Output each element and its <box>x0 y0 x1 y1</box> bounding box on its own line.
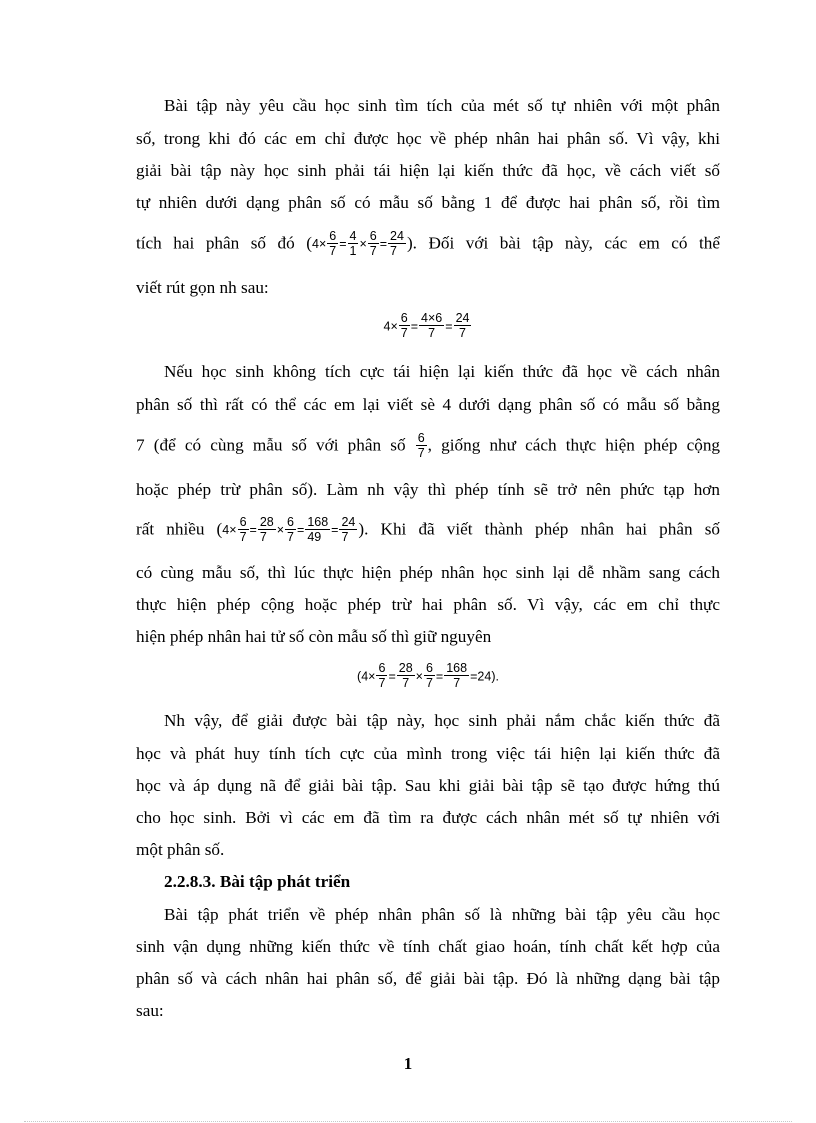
fraction <box>339 515 357 544</box>
math-operator: × <box>390 319 398 334</box>
math-operator: = <box>435 669 444 684</box>
denominator: 7 <box>259 530 267 544</box>
page-number: 1 <box>403 1054 413 1073</box>
numerator: 24 <box>341 515 356 529</box>
inline-equation-1 <box>311 229 407 258</box>
numerator: 6 <box>378 661 386 675</box>
line-text: ). Khi đã viết thành phép nhân hai phân số <box>358 519 720 539</box>
denominator: 7 <box>428 326 436 340</box>
numerator: 168 <box>307 515 329 529</box>
math-operator: = <box>410 319 419 334</box>
line-text: 7 (để có cùng mẫu số với phân số <box>136 435 406 455</box>
fraction <box>348 229 359 258</box>
denominator: 7 <box>329 244 337 258</box>
math-operator: = <box>445 319 453 334</box>
math-operator: × <box>276 523 285 538</box>
paragraph-2-line-1: Nếu học sinh không tích cực tái hiện lại kiến thức đã học về cách nhân <box>164 362 720 381</box>
denominator: 7 <box>378 676 386 690</box>
math-number: 4 <box>311 237 319 252</box>
fraction <box>397 661 415 690</box>
line-text: rất nhiều ( <box>136 519 223 539</box>
numerator: 6 <box>239 515 247 529</box>
math-operator: × <box>359 237 367 252</box>
paragraph-2-line-8: hiện phép nhân hai tử số còn mẫu số thì giữ nguyên <box>136 627 492 646</box>
paragraph-3-line-1: Nh vậy, để giải được bài tập này, học sinh phải nắm chắc kiến thức đã <box>164 711 720 730</box>
fraction <box>419 311 444 340</box>
math-number: 4 <box>361 669 369 684</box>
math-number: 24 <box>477 669 492 684</box>
numerator: 6 <box>425 661 433 675</box>
paragraph-3-line-2: học và phát huy tính tích cực của mình trong việc tái hiện lại kiến thức đã <box>136 744 720 763</box>
page-bottom-border <box>24 1121 792 1122</box>
denominator: 7 <box>287 530 294 544</box>
paragraph-1-line-5 <box>136 230 720 259</box>
denominator: 7 <box>400 326 408 340</box>
math-paren: ). <box>491 669 499 684</box>
paragraph-2-line-7: thực hiện phép cộng hoặc phép trừ hai phân số. Vì vậy, các em chỉ thực <box>136 595 720 614</box>
denominator: 7 <box>459 326 466 340</box>
numerator: 6 <box>287 515 294 529</box>
paragraph-1-line-6: viết rút gọn nh sau: <box>136 278 269 297</box>
paragraph-2-line-4: hoặc phép trừ phân số). Làm nh vậy thì phép tính sẽ trở nên phức tạp hơn <box>136 480 720 499</box>
line-text: tích hai phân số đó ( <box>136 233 312 253</box>
math-operator: = <box>388 669 396 684</box>
fraction-6-7 <box>416 431 427 460</box>
numerator: 6 <box>369 229 377 243</box>
numerator: 24 <box>455 311 470 325</box>
fraction <box>368 229 379 258</box>
paragraph-2-line-5 <box>136 516 720 545</box>
paragraph-1-line-2: số, trong khi đó các em chỉ được học về phép nhân hai phân số. Vì vậy, khi <box>136 129 720 148</box>
paragraph-2-line-3 <box>136 432 720 461</box>
math-operator: = <box>379 237 388 252</box>
math-paren: ( <box>357 669 362 684</box>
fraction <box>327 229 338 258</box>
paragraph-2-line-6: có cùng mẫu số, thì lúc thực hiện phép nhân học sinh lại dễ nhầm sang cách <box>136 563 720 582</box>
numerator: 168 <box>446 661 468 675</box>
math-operator: = <box>249 523 257 538</box>
fraction <box>238 515 249 544</box>
denominator: 7 <box>239 530 247 544</box>
fraction <box>376 661 387 690</box>
denominator: 1 <box>349 244 357 258</box>
math-number: 4 <box>383 319 391 334</box>
denominator: 7 <box>453 676 461 690</box>
math-operator: = <box>339 237 347 252</box>
paragraph-2-line-2: phân số thì rất có thể các em lại viết sè 4 dưới dạng phân số có mẫu số bằng <box>136 395 720 414</box>
denominator: 7 <box>425 676 433 690</box>
numerator: 28 <box>398 661 413 675</box>
math-operator: = <box>297 523 305 538</box>
math-operator: × <box>415 669 423 684</box>
section-heading: 2.2.8.3. Bài tập phát triển <box>164 872 351 891</box>
paragraph-3-line-3: học và áp dụng nã để giải bài tập. Sau khi giải bài tập sẽ tạo được hứng thú <box>136 776 720 795</box>
fraction <box>399 311 410 340</box>
numerator: 6 <box>329 229 337 243</box>
numerator: 4 <box>349 229 357 243</box>
display-equation-4 <box>136 662 720 691</box>
math-operator: = <box>331 523 339 538</box>
paragraph-4-line-3: phân số và cách nhân hai phân số, để giải bài tập. Đó là những dạng bài tập <box>136 969 720 988</box>
math-operator: = <box>470 669 478 684</box>
fraction <box>444 661 469 690</box>
math-operator: × <box>229 523 237 538</box>
paragraph-3-line-5: một phân số. <box>136 840 225 859</box>
paragraph-4-line-4: sau: <box>136 1001 164 1020</box>
denominator: 49 <box>307 530 322 544</box>
math-operator: × <box>368 669 376 684</box>
fraction <box>285 515 296 544</box>
numerator: 4×6 <box>421 311 443 325</box>
fraction <box>454 311 472 340</box>
denominator: 7 <box>417 446 425 460</box>
denominator: 7 <box>402 676 410 690</box>
display-equation-2 <box>136 312 720 341</box>
paragraph-4-line-1: Bài tập phát triển về phép nhân phân số là những bài tập yêu cầu học <box>164 905 720 924</box>
denominator: 7 <box>341 530 349 544</box>
fraction <box>424 661 435 690</box>
numerator: 6 <box>417 431 425 445</box>
paragraph-1-line-1: Bài tập này yêu cầu học sinh tìm tích của mét số tự nhiên với một phân <box>164 96 720 115</box>
math-operator: × <box>318 237 327 252</box>
paragraph-1-line-3: giải bài tập này học sinh phải tái hiện lại kiến thức đã học, về cách viết số <box>136 161 720 180</box>
math-number: 4 <box>222 523 230 538</box>
inline-equation-3 <box>222 515 358 544</box>
numerator: 24 <box>390 229 404 243</box>
numerator: 28 <box>259 515 274 529</box>
paragraph-1-line-4: tự nhiên dưới dạng phân số có mẫu số bằng 1 để được hai phân số, rồi tìm <box>136 193 720 212</box>
fraction <box>305 515 330 544</box>
paragraph-4-line-2: sinh vận dụng những kiến thức về tính chất giao hoán, tính chất kết hợp của <box>136 937 720 956</box>
paragraph-3-line-4: cho học sinh. Bởi vì các em đã tìm ra được cách nhân mét số tự nhiên với <box>136 808 720 827</box>
line-text: , giống như cách thực hiện phép cộng <box>427 435 721 455</box>
line-text: ). Đối với bài tập này, các em có thể <box>406 233 720 253</box>
denominator: 7 <box>369 244 377 258</box>
numerator: 6 <box>400 311 408 325</box>
fraction <box>258 515 276 544</box>
denominator: 7 <box>390 244 397 258</box>
fraction <box>388 229 406 258</box>
